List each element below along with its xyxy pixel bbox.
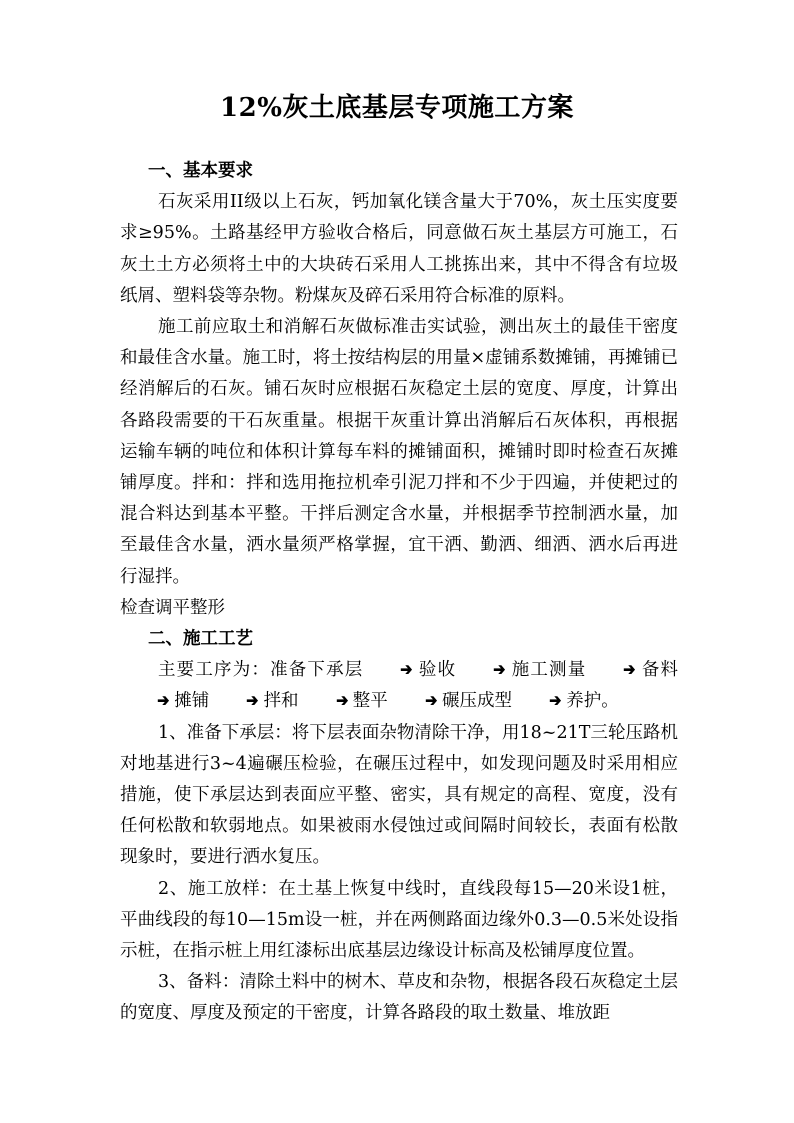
step-1-text: 将下层表面杂物清除干净，用18~21T三轮压路机对地基进行3~4遍碾压检验，在碾压过程中，如发现问题及时采用相应措施，使下承层达到表面应平整、密实，具有规定的高程、宽度，没有任何松散和软弱地点。如果被雨水侵蚀过或间隔时间较长，表面有松散现象时，要进行洒水复压。 (120, 722, 679, 868)
step-1-label: 1、准备下承层： (158, 722, 292, 743)
step-2-text: 在土基上恢复中线时，直线段每15—20米设1桩，平曲线段的每10—15m设一桩，并在两侧路面边缘外0.3—0.5米处设指示桩，在指示桩上用红漆标出底基层边缘设计标高及松铺厚度位置。 (120, 878, 678, 962)
process-step: 验收 (417, 660, 457, 681)
process-step: 摊铺 (174, 691, 210, 712)
section-heading-construction-process: 二、施工工艺 (148, 629, 253, 650)
process-step: 施工测量 (510, 660, 587, 681)
process-step: 拌和 (263, 691, 299, 712)
right-arrow-icon: ➔ (157, 691, 170, 712)
step-3-label: 3、备料： (158, 972, 240, 993)
paragraph-check-leveling: 检查调平整形 (120, 597, 225, 618)
paragraph-process-sequence (120, 655, 678, 717)
process-step: 养护。 (566, 691, 619, 712)
paragraph-lime-requirements: 石灰采用II级以上石灰，钙加氧化镁含量大于70%，灰土压实度要求≥95%。土路基经甲方验收合格后，同意做石灰土基层方可施工，石灰土土方必须将土中的大块砖石采用人工挑拣出来，其中不得含有垃圾纸屑、塑料袋等杂物。粉煤灰及碎石采用符合标准的原料。 (120, 192, 678, 306)
section-heading-basic-requirements: 一、基本要求 (148, 161, 253, 181)
paragraph-step-1 (120, 718, 678, 874)
process-intro-text: 主要工序为：准备下承层 (158, 660, 364, 681)
paragraph-step-3 (120, 967, 678, 1029)
right-arrow-icon: ➔ (424, 691, 438, 712)
step-3-text: 清除土料中的树木、草皮和杂物，根据各段石灰稳定土层的宽度、厚度及预定的干密度，计算各路段的取土数量、堆放距 (120, 972, 678, 1024)
document-body (120, 156, 678, 1030)
right-arrow-icon: ➔ (335, 691, 348, 712)
right-arrow-icon: ➔ (623, 660, 636, 681)
process-step: 碾压成型 (442, 691, 512, 712)
paragraph-step-2 (120, 874, 678, 968)
right-arrow-icon: ➔ (493, 660, 506, 681)
process-step: 备料 (640, 660, 679, 681)
right-arrow-icon: ➔ (246, 691, 259, 712)
paragraph-construction-preparation: 施工前应取土和消解石灰做标准击实试验，测出灰土的最佳干密度和最佳含水量。施工时，将土按结构层的用量×虚铺系数摊铺，再摊铺已经消解后的石灰。铺石灰时应根据石灰稳定土层的宽度、厚度，计算出各路段需要的干石灰重量。根据干灰重计算出消解后石灰体积，再根据运输车辆的吨位和体积计算每车料的摊铺面积，摊铺时即时检查石灰摊铺厚度。拌和：拌和选用拖拉机牵引泥刀拌和不少于四遍，并使耙过的混合料达到基本平整。干拌后测定含水量，并根据季节控制洒水量，加至最佳含水量，洒水量须严格掌握，宜干洒、勤洒、细洒、洒水后再进行湿拌。 (120, 317, 678, 587)
document-title: 12%灰土底基层专项施工方案 (220, 93, 574, 123)
right-arrow-icon: ➔ (400, 660, 413, 681)
step-2-label: 2、施工放样： (158, 878, 279, 899)
process-step: 整平 (352, 691, 388, 712)
right-arrow-icon: ➔ (549, 691, 562, 712)
